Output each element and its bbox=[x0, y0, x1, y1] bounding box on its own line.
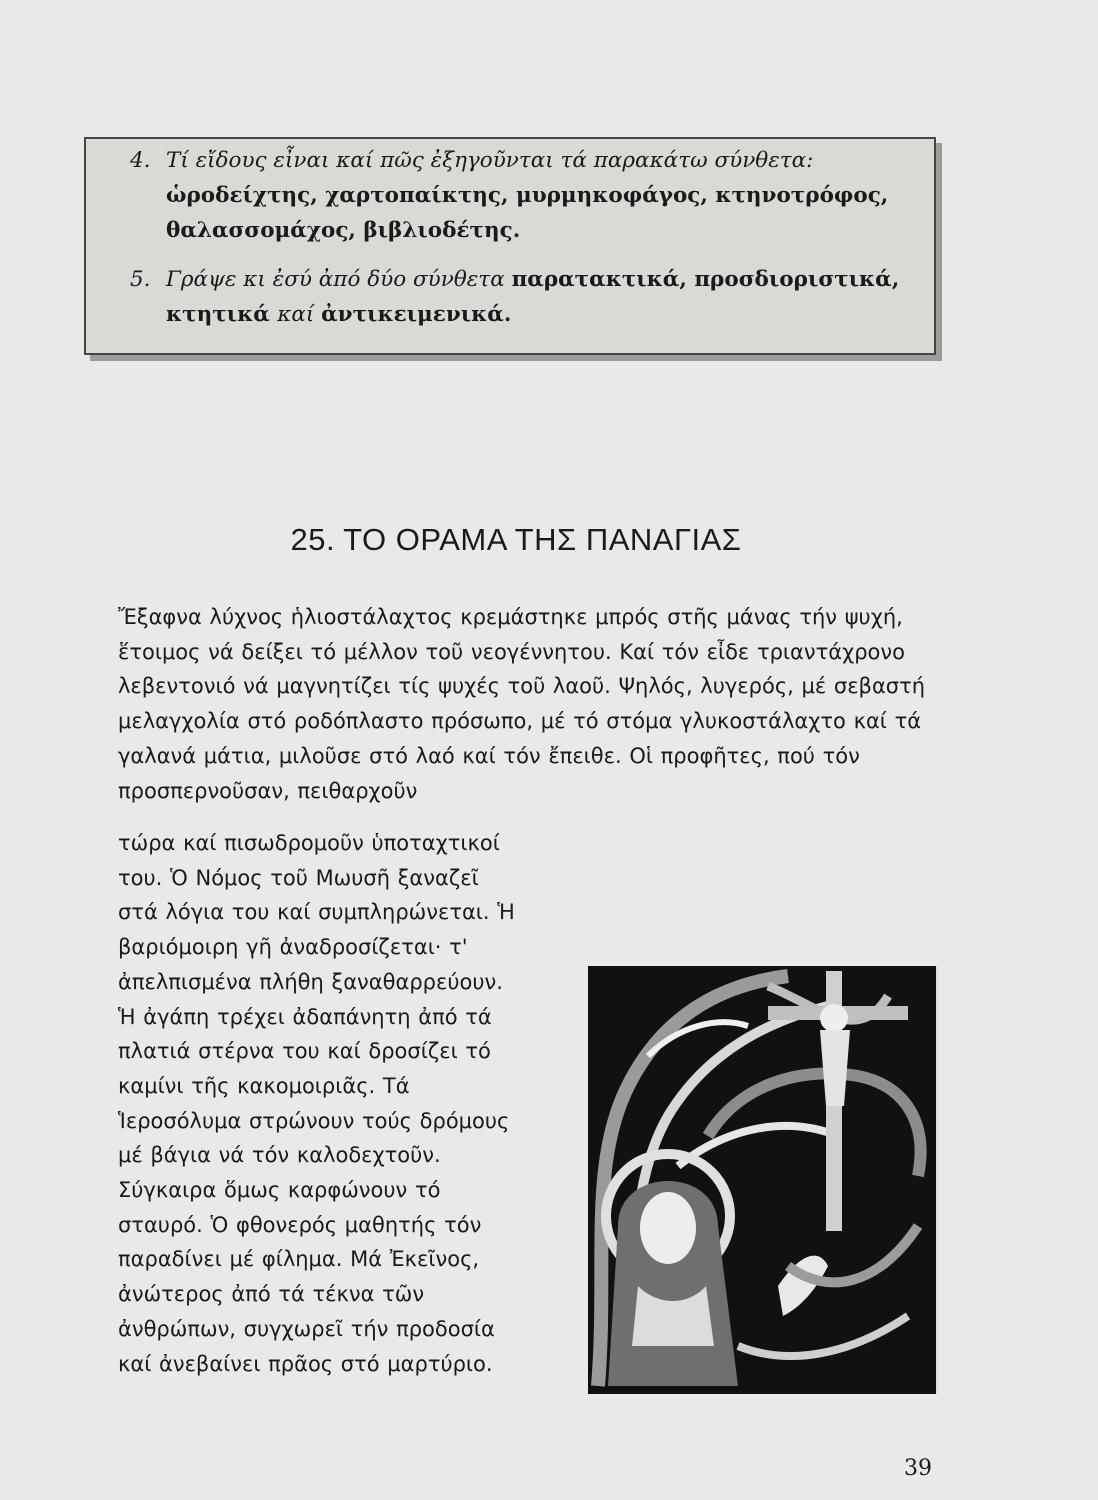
mary-face bbox=[640, 1192, 696, 1264]
exercise-number: 5. bbox=[130, 267, 151, 292]
exercise-prompt: Τί εἴδους εἶναι καί πῶς ἐξηγοῦνται τά παρακάτω σύνθετα: bbox=[166, 148, 814, 173]
exercise-4 bbox=[130, 143, 914, 248]
exercise-term: ἀντικειμενικά. bbox=[321, 302, 512, 327]
chapter-title bbox=[0, 522, 1040, 558]
exercise-5 bbox=[130, 262, 914, 332]
chapter-number: 25. bbox=[290, 522, 336, 557]
exercise-conjunction: καί bbox=[277, 302, 322, 327]
body-paragraph: Ἔξαφνα λύχνος ἡλιοστάλαχτος κρεμάστηκε μπρός στῆς μάνας τήν ψυχή, ἕτοιμος νά δείξει τό μέλλον τοῦ νεογέννητου. Καί τόν εἶδε τριαντάχρονο λεβεντονιό νά μαγνητίζει τίς ψυχές τοῦ λαοῦ. Ψηλός, λυγερός, μέ σεβαστή μελαγχολία στό ροδόπλαστο πρόσωπο, μέ τό στόμα γλυκοστάλαχτο καί τά γαλανά μάτια, μιλοῦσε στό λαό καί τόν ἔπειθε. Οἱ προφῆτες, πού τόν προσπερνοῦσαν, πειθαρχοῦν bbox=[118, 605, 926, 803]
page-number: 39 bbox=[904, 1456, 932, 1481]
exercise-number: 4. bbox=[130, 148, 151, 173]
crucified-figure-head bbox=[820, 1004, 848, 1032]
body-paragraph-continued: τώρα καί πισωδρομοῦν ὑποταχτικοί του. Ὁ Νόμος τοῦ Μωυσῆ ξαναζεῖ στά λόγια του καί συμπληρώνεται. Ἡ βαριόμοιρη γῆ ἀναδροσίζεται· τ' ἀπελπισμένα πλήθη ξαναθαρρεύουν. Ἡ ἀγάπη τρέχει ἀδαπάνητη ἀπό τά πλατιά στέρνα του καί δροσίζει τό καμίνι τῆς κακομοιριᾶς. Τά Ἱεροσόλυμα στρώνουν τούς δρόμους μέ βάγια νά τόν καλοδεχτοῦν. Σύγκαιρα ὅμως καρφώνουν τό σταυρό. Ὁ φθονερός μαθητής τόν παραδίνει μέ φίλημα. Μά Ἐκεῖνος, ἀνώτερος ἀπό τά τέκνα τῶν ἀνθρώπων, συγχωρεῖ τήν προδοσία καί ἀνεβαίνει πρᾶος στό μαρτύριο. bbox=[118, 831, 515, 1376]
exercise-box bbox=[84, 137, 936, 355]
chapter-heading: ΤΟ ΟΡΑΜΑ ΤΗΣ ΠΑΝΑΓΙΑΣ bbox=[343, 522, 742, 557]
exercise-words: ὡροδείχτης, χαρτοπαίκτης, μυρμηκοφάγος, κτηνοτρόφος, θαλασσομάχος, βιβλιοδέτης. bbox=[166, 183, 889, 243]
virgin-mary-woodcut-illustration bbox=[588, 966, 938, 1394]
exercise-prompt: Γράψε κι ἐσύ ἀπό δύο σύνθετα bbox=[166, 267, 512, 292]
exercise-term: παρατακτικά, προσδιοριστικά, κτητικά bbox=[166, 267, 900, 327]
